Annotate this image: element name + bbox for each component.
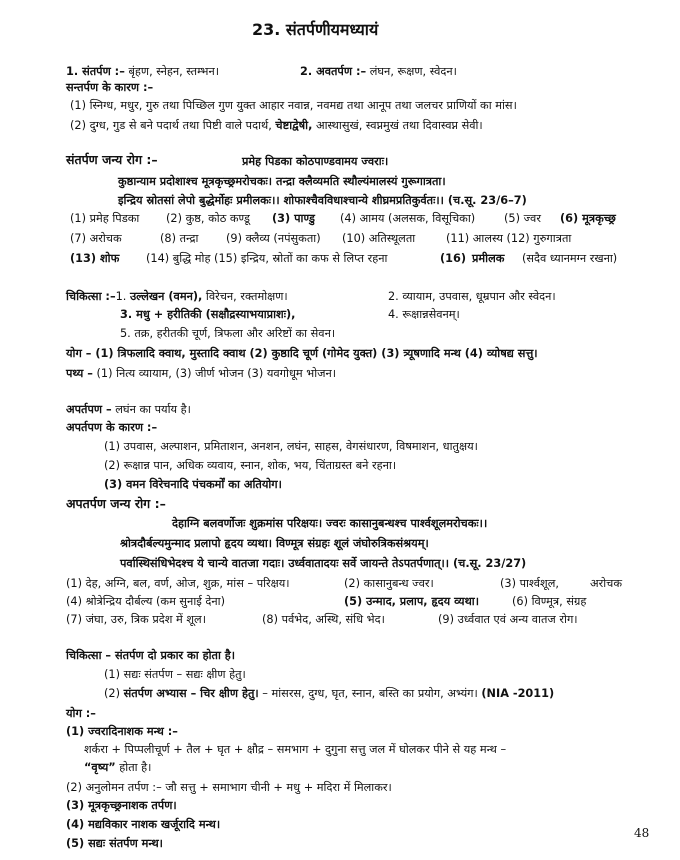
apatarpan-text: लंघन, रूक्षण, स्वेदन। xyxy=(369,65,457,78)
santarpan-rog-item-16: प्रमीलक xyxy=(472,252,505,265)
santarpan-rog-item-1: (1) प्रमेह पिडका xyxy=(70,212,140,225)
apatarpan-rog-verse-2: श्रोत्रदौर्बल्यमुन्माद प्रलापो हृदय व्यथा। विण्मूत्र संग्रहः शूलं जंघोरुत्रिकसंश्रयम्। xyxy=(120,537,429,550)
yog-2-item-1-end: होता है। xyxy=(119,761,152,774)
yog-2-item-1-text-2 xyxy=(84,760,151,775)
yog-2-item-3: (3) मूत्रकृच्छ्रनाशक तर्पण। xyxy=(66,799,177,812)
chikitsa-1-label: चिकित्सा :– xyxy=(66,290,116,303)
apatarpan-cause-2: (2) रूक्षान्न पान, अधिक व्यवाय, स्नान, शोक, भय, चिंताग्रस्त बने रहना। xyxy=(104,459,397,472)
apatarpan-rog-item-9: (9) उर्ध्ववात एवं अन्य वातज रोग। xyxy=(438,613,578,626)
yog-2-item-1-text: शर्करा + पिप्पलीचूर्ण + तैल + घृत + क्षौद्र – समभाग + दुगुना सत्तु जल में घोलकर पीने से यह मन्थ – xyxy=(84,743,507,756)
apatarpan-rog-item-1: (1) देह, अग्नि, बल, वर्ण, ओज, शुक्र, मांस – परिक्षय। xyxy=(66,577,290,590)
santarpan-rog-verse-2: कुष्ठान्याम प्रदोशाश्च मूत्रकृच्छ्रमरोचकः। तन्द्रा क्लैव्यमति स्थौल्यंमालस्यं गुरूगात्रता। xyxy=(118,175,446,188)
chikitsa-1-item-1-num: 1. xyxy=(115,290,127,303)
santarpan-rog-item-6: (6) मूत्रकृच्छ्र xyxy=(560,212,616,225)
apatarpan-cause-3: (3) वमन विरेचनादि पंचकर्मों का अतियोग। xyxy=(104,478,282,491)
chikitsa-2-item-2-ref: (NIA -2011) xyxy=(481,687,555,700)
chikitsa-1-item-3: 3. मधु + हरीतिकी (सक्षौद्रस्याभयाप्राशः), xyxy=(120,308,296,321)
yog-2-label: योग :– xyxy=(66,707,96,720)
chikitsa-2-item-2-num: (2) xyxy=(104,687,121,700)
apatarpan-rog-verse-3: पर्वास्थिसंधिभेदश्च ये चान्ये वातजा गदाः। उर्ध्ववातादयः सर्वे जायन्ते तेऽपतर्पणात्।। (च.सू. 23/27) xyxy=(120,557,527,570)
apatarpan-definition xyxy=(300,64,457,79)
pathya-line xyxy=(66,366,336,381)
santarpan-cause-1: (1) स्निग्ध, मधुर, गुरु तथा पिच्छिल गुण युक्त आहार नवान्न, नवमद्य तथा आनूप तथा जलचर प्राणियों का मांस। xyxy=(70,99,517,112)
apatarpan-label: 2. अवतर्पण :– xyxy=(300,65,367,78)
yog-1-label: योग – xyxy=(66,347,92,360)
santarpan-rog-item-10: (10) अतिस्थूलता xyxy=(342,232,416,245)
santarpan-rog-item-11-12: (11) आलस्य (12) गुरुगात्रता xyxy=(446,232,572,245)
apatarpan-rog-item-8: (8) पर्वभेद, अस्थि, संधि भेद। xyxy=(262,613,385,626)
chikitsa-2-line xyxy=(66,648,235,663)
chikitsa-1-item-1-bold: उल्लेखन (वमन), xyxy=(129,290,203,303)
santarpan-rog-item-9: (9) क्लैव्य (नपंसुकता) xyxy=(226,232,321,245)
apatarpan-def-text: लघंन का पर्याय है। xyxy=(115,403,191,416)
apatarpan-rog-item-3: (3) पार्श्वशूल, xyxy=(500,577,559,590)
apatarpan-rog-item-6: (6) विण्मूत्र, संग्रह xyxy=(512,595,587,608)
apatarpan-rog-item-2: (2) कासानुबन्ध ज्वर। xyxy=(344,577,434,590)
chikitsa-2-item-2-rest: – मांसरस, दुग्ध, घृत, स्नान, बस्ति का प्रयोग, अभ्यंग। xyxy=(262,687,478,700)
santarpan-cause-2 xyxy=(70,118,483,133)
santarpan-rog-verse-1: प्रमेह पिडका कोठपाण्डवामय ज्वराः। xyxy=(242,155,389,168)
apatarpan-rog-verse-1: देहाग्नि बलवर्णोजः शुक्रमांस परिक्षयः। ज्वरः कासानुबन्धश्च पार्श्वशूलमरोचकः।। xyxy=(172,517,488,530)
apatarpan-rog-item-7: (7) जंघा, उरु, त्रिक प्रदेश में शूल। xyxy=(66,613,206,626)
chikitsa-1-item-5: 5. तक्र, हरीतकी चूर्ण, त्रिफला और अरिष्टों का सेवन। xyxy=(120,327,336,340)
apatarpan-rog-item-4: (4) श्रोत्रेन्द्रिय दौर्बल्य (कम सुनाई देना) xyxy=(66,595,225,608)
chikitsa-2-item-1: (1) सद्यः संतर्पण – सद्यः क्षीण हेतु। xyxy=(104,668,246,681)
yog-2-item-1: (1) ज्वरादिनाशक मन्थ :– xyxy=(66,725,178,738)
santarpan-rog-item-7: (7) अरोचक xyxy=(70,232,122,245)
santarpan-rog-item-8: (8) तन्द्रा xyxy=(160,232,199,245)
yog-2-item-4: (4) मद्यविकार नाशक खर्जूरादि मन्थ। xyxy=(66,818,221,831)
apatarpan-def-label: अपर्तपण – xyxy=(66,403,112,416)
chikitsa-1-line-1 xyxy=(66,289,288,304)
chikitsa-2-label-rest: संतर्पण दो प्रकार का होता है। xyxy=(115,649,236,662)
apatarpan-causes-heading: अपर्तपण के कारण :– xyxy=(66,421,158,434)
chikitsa-2-label: चिकित्सा – xyxy=(66,649,112,662)
yog-2-item-5: (5) सद्यः संतर्पण मन्थ। xyxy=(66,837,163,850)
chikitsa-1-item-2: 2. व्यायाम, उपवास, धूम्रपान और स्वेदन। xyxy=(388,290,556,303)
santarpan-rog-item-16-note: (सदैव ध्यानमग्न रखना) xyxy=(522,252,618,265)
santarpan-rog-heading: संतर्पण जन्य रोग :– xyxy=(66,152,158,167)
apatarpan-rog-item-3b: अरोचक xyxy=(590,577,623,590)
santarpan-rog-verse-3: इन्द्रिय स्रोतसां लेपो बुद्धेर्मोहः प्रमीलकः।। शोफाश्चैवविधाश्चान्ये शीघ्रमप्रतिकुर्वतः।। (च.सू. 23/6–7) xyxy=(118,194,527,207)
yog-1-line xyxy=(66,346,538,361)
santarpan-text: बृंहण, स्नेहन, स्तम्भन। xyxy=(128,65,220,78)
pathya-label: पथ्य – xyxy=(66,367,93,380)
chikitsa-1-item-4: 4. रूक्षान्नसेवनम्। xyxy=(388,308,460,321)
santarpan-rog-item-13: (13) शोफ xyxy=(70,252,120,265)
apatarpan-definition-line xyxy=(66,402,191,417)
apatarpan-rog-item-5: (5) उन्माद, प्रलाप, हृदय व्यथा। xyxy=(344,595,480,608)
santarpan-rog-item-16-num: (16) xyxy=(440,252,467,265)
chikitsa-2-item-2-bold: संतर्पण अभ्यास – चिर क्षीण हेतु। xyxy=(123,687,259,700)
pathya-text: (1) नित्य व्यायाम, (3) जीर्ण भोजन (3) यवगोधूम भोजन। xyxy=(96,367,337,380)
santarpan-label: 1. संतर्पण :– xyxy=(66,65,125,78)
santarpan-rog-item-4: (4) आमय (अलसक, विसूचिका) xyxy=(340,212,476,225)
cause-2-part-c: आस्थासुखं, स्वप्नमुखं तथा दिवास्वप्न सेवी। xyxy=(315,119,483,132)
santarpan-definition xyxy=(66,64,219,79)
yog-2-item-2: (2) अनुलोमन तर्पण :– जौ सत्तु + समाभाग चीनी + मधु + मदिरा में मिलाकर। xyxy=(66,781,392,794)
page-title: 23. संतर्पणीयमध्यायं xyxy=(252,20,379,39)
cause-2-part-a: (2) दुग्ध, गुड से बने पदार्थ तथा पिष्टी वाले पदार्थ, xyxy=(70,119,272,132)
santarpan-rog-item-5: (5) ज्वर xyxy=(504,212,541,225)
page-number: 48 xyxy=(634,826,650,840)
chikitsa-2-item-2 xyxy=(104,686,554,701)
yog-1-text: (1) त्रिफलादि क्वाथ, मुस्तादि क्वाथ (2) कुष्ठादि चूर्ण (गोमेद युक्त) (3) त्र्यूषणादि मन्थ (4) व्योषद्य सत्तु। xyxy=(95,347,538,360)
apatarpan-rog-heading: अपतर्पण जन्य रोग :– xyxy=(66,496,166,511)
cause-2-part-b: चेष्टाद्वेषी, xyxy=(275,119,313,132)
apatarpan-cause-1: (1) उपवास, अल्पाशन, प्रमिताशन, अनशन, लघंन, साहस, वेगसंधारण, विषमाशन, धातुक्षय। xyxy=(104,440,478,453)
santarpan-rog-item-2: (2) कुष्ठ, कोठ कण्डू xyxy=(166,212,250,225)
vrishya-term: “वृष्य” xyxy=(84,761,116,774)
santarpan-rog-item-3: (3) पाण्डु xyxy=(272,212,315,225)
santarpan-causes-heading: सन्तर्पण के कारण :– xyxy=(66,81,154,94)
chikitsa-1-item-1-rest: विरेचन, रक्तमोक्षण। xyxy=(205,290,288,303)
santarpan-rog-item-14-15: (14) बुद्धि मोह (15) इन्द्रिय, स्रोतों का कफ से लिप्त रहना xyxy=(146,252,388,265)
